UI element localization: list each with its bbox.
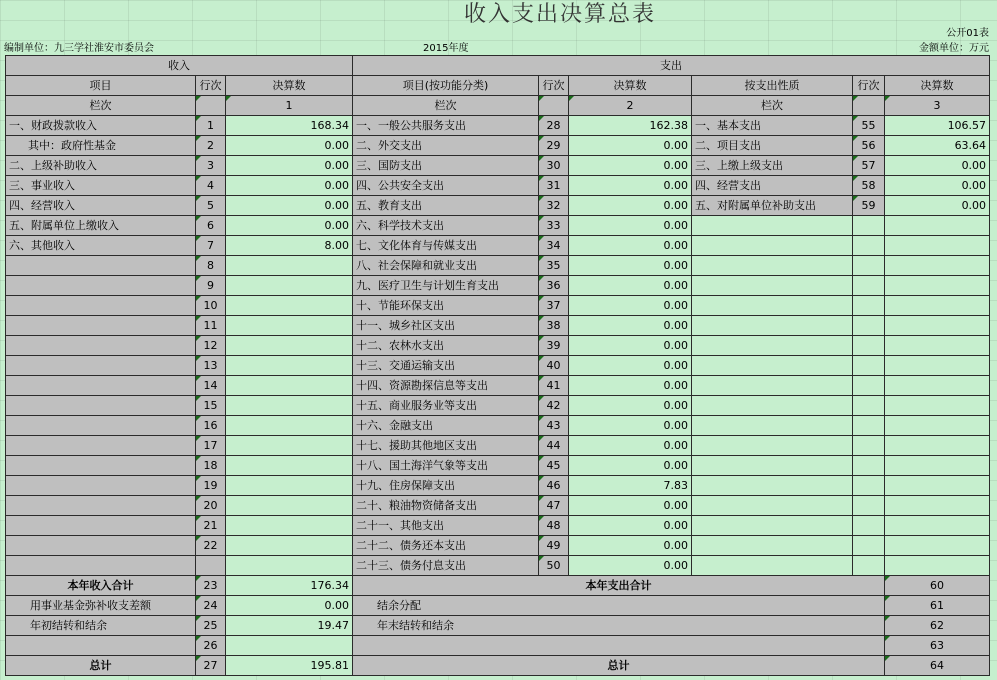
nature-rownum[interactable] [853, 256, 885, 276]
income-amount[interactable] [226, 316, 353, 336]
income-amount[interactable] [226, 436, 353, 456]
nature-amount[interactable] [885, 216, 990, 236]
income-item[interactable] [6, 316, 196, 336]
nature-rownum[interactable] [853, 476, 885, 496]
nature-amount[interactable]: 0.00 [885, 176, 990, 196]
expense-item[interactable]: 二十一、其他支出 [353, 516, 539, 536]
expense-rownum[interactable]: 33 [539, 216, 569, 236]
expense-total-label[interactable] [353, 636, 885, 656]
expense-total-rownum[interactable]: 60 [885, 576, 990, 596]
expense-total-rownum[interactable]: 61 [885, 596, 990, 616]
nature-item[interactable] [692, 376, 853, 396]
expense-total-label[interactable]: 本年支出合计 [353, 576, 885, 596]
income-amount[interactable] [226, 276, 353, 296]
compiling-unit: 编制单位：九三学社淮安市委员会 [4, 43, 154, 54]
table-row [6, 536, 990, 556]
expense-amount[interactable]: 0.00 [569, 536, 692, 556]
expense-item[interactable]: 五、教育支出 [353, 196, 539, 216]
table-row [6, 476, 990, 496]
expense-rownum[interactable]: 49 [539, 536, 569, 556]
expense-total-rownum[interactable]: 64 [885, 656, 990, 676]
nature-rownum[interactable] [853, 456, 885, 476]
total-row [6, 656, 990, 676]
expense-amount[interactable]: 0.00 [569, 176, 692, 196]
income-total-rownum[interactable]: 24 [196, 596, 226, 616]
income-total-label[interactable]: 本年收入合计 [6, 576, 196, 596]
income-total-label[interactable] [6, 636, 196, 656]
income-rownum[interactable]: 15 [196, 396, 226, 416]
table-row [6, 556, 990, 576]
nature-item[interactable] [692, 256, 853, 276]
expense-rownum[interactable]: 32 [539, 196, 569, 216]
nature-amount[interactable] [885, 496, 990, 516]
nature-item-header[interactable]: 按支出性质 [692, 76, 853, 96]
income-item[interactable] [6, 336, 196, 356]
expense-rownum[interactable]: 34 [539, 236, 569, 256]
income-rownum[interactable]: 20 [196, 496, 226, 516]
income-rownum[interactable]: 16 [196, 416, 226, 436]
expense-amount[interactable]: 7.83 [569, 476, 692, 496]
income-rownum[interactable]: 6 [196, 216, 226, 236]
nature-rownum[interactable] [853, 556, 885, 576]
expense-item[interactable]: 十五、商业服务业等支出 [353, 396, 539, 416]
expense-amount[interactable]: 0.00 [569, 336, 692, 356]
income-lanci[interactable]: 栏次 [6, 96, 196, 116]
income-item[interactable] [6, 496, 196, 516]
nature-rownum[interactable] [853, 316, 885, 336]
table-row [6, 196, 990, 216]
expense-header[interactable]: 支出 [353, 56, 990, 76]
income-item[interactable] [6, 436, 196, 456]
expense-amount[interactable]: 0.00 [569, 296, 692, 316]
expense-amount[interactable]: 0.00 [569, 276, 692, 296]
income-rownum[interactable]: 17 [196, 436, 226, 456]
income-col-no[interactable]: 1 [226, 96, 353, 116]
expense-amount[interactable]: 0.00 [569, 316, 692, 336]
nature-amount[interactable] [885, 556, 990, 576]
expense-rownum[interactable]: 38 [539, 316, 569, 336]
income-amount[interactable] [226, 296, 353, 316]
expense-rownum[interactable]: 31 [539, 176, 569, 196]
nature-amount[interactable] [885, 356, 990, 376]
nature-rownum[interactable]: 57 [853, 156, 885, 176]
nature-item[interactable] [692, 536, 853, 556]
income-item[interactable]: 其中：政府性基金 [6, 136, 196, 156]
expense-item[interactable]: 二十、粮油物资储备支出 [353, 496, 539, 516]
table-row [6, 116, 990, 136]
income-item[interactable]: 二、上级补助收入 [6, 156, 196, 176]
income-amount[interactable] [226, 456, 353, 476]
income-item[interactable]: 三、事业收入 [6, 176, 196, 196]
nature-item[interactable] [692, 556, 853, 576]
nature-amount[interactable] [885, 256, 990, 276]
table-row [6, 376, 990, 396]
expense-total-label[interactable]: 结余分配 [353, 596, 885, 616]
expense-item[interactable]: 十八、国土海洋气象等支出 [353, 456, 539, 476]
nature-lanci-no[interactable] [853, 96, 885, 116]
header-row-2 [6, 76, 990, 96]
expense-rownum[interactable]: 40 [539, 356, 569, 376]
nature-rownum[interactable] [853, 396, 885, 416]
income-rownum-header[interactable]: 行次 [196, 76, 226, 96]
income-item[interactable] [6, 556, 196, 576]
expense-total-label[interactable]: 总计 [353, 656, 885, 676]
nature-item[interactable] [692, 236, 853, 256]
income-total-rownum[interactable]: 23 [196, 576, 226, 596]
nature-amount[interactable]: 0.00 [885, 196, 990, 216]
nature-item[interactable] [692, 216, 853, 236]
nature-rownum[interactable] [853, 516, 885, 536]
expense-rownum[interactable]: 39 [539, 336, 569, 356]
nature-item[interactable] [692, 396, 853, 416]
nature-amount[interactable] [885, 316, 990, 336]
expense-rownum[interactable]: 29 [539, 136, 569, 156]
expense-rownum-header[interactable]: 行次 [539, 76, 569, 96]
expense-amount-header[interactable]: 决算数 [569, 76, 692, 96]
income-total-rownum[interactable]: 27 [196, 656, 226, 676]
nature-item[interactable] [692, 496, 853, 516]
expense-total-label[interactable]: 年末结转和结余 [353, 616, 885, 636]
nature-item[interactable]: 四、经营支出 [692, 176, 853, 196]
income-item[interactable] [6, 536, 196, 556]
expense-amount[interactable]: 0.00 [569, 376, 692, 396]
income-item[interactable]: 五、附属单位上缴收入 [6, 216, 196, 236]
income-total-amount[interactable]: 195.81 [226, 656, 353, 676]
income-amount[interactable]: 0.00 [226, 156, 353, 176]
table-row [6, 156, 990, 176]
table-row [6, 256, 990, 276]
income-amount-header[interactable]: 决算数 [226, 76, 353, 96]
nature-item[interactable] [692, 336, 853, 356]
income-rownum[interactable]: 18 [196, 456, 226, 476]
nature-item[interactable] [692, 436, 853, 456]
total-row [6, 616, 990, 636]
expense-rownum[interactable]: 45 [539, 456, 569, 476]
income-rownum[interactable]: 19 [196, 476, 226, 496]
expense-amount[interactable]: 162.38 [569, 116, 692, 136]
expense-item[interactable]: 十一、城乡社区支出 [353, 316, 539, 336]
income-total-rownum[interactable]: 25 [196, 616, 226, 636]
nature-item[interactable] [692, 316, 853, 336]
nature-item[interactable] [692, 276, 853, 296]
income-rownum[interactable]: 8 [196, 256, 226, 276]
expense-col-no[interactable]: 2 [569, 96, 692, 116]
report-year: 2015年度 [423, 43, 469, 54]
nature-lanci[interactable]: 栏次 [692, 96, 853, 116]
expense-amount[interactable]: 0.00 [569, 156, 692, 176]
expense-amount[interactable]: 0.00 [569, 516, 692, 536]
expense-item[interactable]: 十二、农林水支出 [353, 336, 539, 356]
total-row [6, 636, 990, 656]
nature-amount[interactable] [885, 236, 990, 256]
expense-item[interactable]: 二十二、债务还本支出 [353, 536, 539, 556]
income-total-rownum[interactable]: 26 [196, 636, 226, 656]
nature-item[interactable] [692, 456, 853, 476]
nature-item[interactable]: 一、基本支出 [692, 116, 853, 136]
nature-rownum-header[interactable]: 行次 [853, 76, 885, 96]
expense-rownum[interactable]: 35 [539, 256, 569, 276]
nature-amount[interactable]: 0.00 [885, 156, 990, 176]
nature-amount[interactable] [885, 336, 990, 356]
income-item[interactable]: 一、财政拨款收入 [6, 116, 196, 136]
nature-rownum[interactable] [853, 376, 885, 396]
income-rownum[interactable]: 5 [196, 196, 226, 216]
nature-rownum[interactable]: 58 [853, 176, 885, 196]
nature-item[interactable] [692, 356, 853, 376]
nature-amount[interactable]: 63.64 [885, 136, 990, 156]
expense-rownum[interactable]: 44 [539, 436, 569, 456]
expense-lanci-no[interactable] [539, 96, 569, 116]
expense-amount[interactable]: 0.00 [569, 196, 692, 216]
nature-item[interactable] [692, 416, 853, 436]
nature-amount[interactable] [885, 376, 990, 396]
income-amount[interactable] [226, 336, 353, 356]
table-row [6, 176, 990, 196]
income-rownum[interactable]: 1 [196, 116, 226, 136]
expense-amount[interactable]: 0.00 [569, 436, 692, 456]
income-total-amount[interactable]: 176.34 [226, 576, 353, 596]
expense-rownum[interactable]: 43 [539, 416, 569, 436]
nature-rownum[interactable] [853, 296, 885, 316]
income-amount[interactable] [226, 396, 353, 416]
expense-total-rownum[interactable]: 63 [885, 636, 990, 656]
expense-lanci[interactable]: 栏次 [353, 96, 539, 116]
expense-amount[interactable]: 0.00 [569, 356, 692, 376]
nature-item[interactable] [692, 296, 853, 316]
income-rownum[interactable]: 4 [196, 176, 226, 196]
income-rownum[interactable]: 14 [196, 376, 226, 396]
expense-rownum[interactable]: 36 [539, 276, 569, 296]
expense-rownum[interactable]: 28 [539, 116, 569, 136]
income-total-label[interactable]: 总计 [6, 656, 196, 676]
nature-amount[interactable]: 106.57 [885, 116, 990, 136]
expense-item[interactable]: 十四、资源勘探信息等支出 [353, 376, 539, 396]
expense-rownum[interactable]: 30 [539, 156, 569, 176]
nature-col-no[interactable]: 3 [885, 96, 990, 116]
expense-item[interactable]: 九、医疗卫生与计划生育支出 [353, 276, 539, 296]
nature-item[interactable]: 二、项目支出 [692, 136, 853, 156]
expense-item[interactable]: 六、科学技术支出 [353, 216, 539, 236]
income-rownum[interactable]: 11 [196, 316, 226, 336]
expense-rownum[interactable]: 46 [539, 476, 569, 496]
header-row-3 [6, 96, 990, 116]
income-amount[interactable] [226, 416, 353, 436]
expense-item-header[interactable]: 项目(按功能分类) [353, 76, 539, 96]
nature-item[interactable]: 五、对附属单位补助支出 [692, 196, 853, 216]
total-row [6, 576, 990, 596]
income-item[interactable] [6, 296, 196, 316]
expense-amount[interactable]: 0.00 [569, 236, 692, 256]
income-amount[interactable] [226, 476, 353, 496]
nature-rownum[interactable] [853, 276, 885, 296]
income-rownum[interactable]: 21 [196, 516, 226, 536]
income-amount[interactable] [226, 496, 353, 516]
expense-rownum[interactable]: 37 [539, 296, 569, 316]
income-rownum[interactable]: 7 [196, 236, 226, 256]
expense-item[interactable]: 三、国防支出 [353, 156, 539, 176]
expense-rownum[interactable]: 41 [539, 376, 569, 396]
expense-rownum[interactable]: 50 [539, 556, 569, 576]
income-header[interactable]: 收入 [6, 56, 353, 76]
nature-amount[interactable] [885, 516, 990, 536]
nature-item[interactable] [692, 516, 853, 536]
table-row [6, 396, 990, 416]
expense-item[interactable]: 二十三、债务付息支出 [353, 556, 539, 576]
amount-unit: 金额单位：万元 [919, 43, 989, 54]
income-amount[interactable]: 0.00 [226, 176, 353, 196]
income-item[interactable] [6, 356, 196, 376]
report-title: 收入支出决算总表 [463, 2, 656, 27]
nature-rownum[interactable] [853, 336, 885, 356]
expense-amount[interactable]: 0.00 [569, 556, 692, 576]
table-row [6, 496, 990, 516]
income-amount[interactable] [226, 536, 353, 556]
income-item[interactable] [6, 276, 196, 296]
table-row [6, 296, 990, 316]
expense-rownum[interactable]: 47 [539, 496, 569, 516]
income-rownum[interactable]: 22 [196, 536, 226, 556]
table-row [6, 436, 990, 456]
income-total-amount[interactable]: 19.47 [226, 616, 353, 636]
expense-item[interactable]: 八、社会保障和就业支出 [353, 256, 539, 276]
total-row [6, 596, 990, 616]
income-amount[interactable]: 168.34 [226, 116, 353, 136]
income-lanci-no[interactable] [196, 96, 226, 116]
income-amount[interactable] [226, 556, 353, 576]
expense-amount[interactable]: 0.00 [569, 416, 692, 436]
expense-item[interactable]: 一、一般公共服务支出 [353, 116, 539, 136]
expense-item[interactable]: 十九、住房保障支出 [353, 476, 539, 496]
expense-amount[interactable]: 0.00 [569, 456, 692, 476]
income-rownum[interactable] [196, 556, 226, 576]
income-item[interactable]: 六、其他收入 [6, 236, 196, 256]
income-rownum[interactable]: 10 [196, 296, 226, 316]
expense-item[interactable]: 十、节能环保支出 [353, 296, 539, 316]
nature-amount[interactable] [885, 456, 990, 476]
expense-rownum[interactable]: 42 [539, 396, 569, 416]
income-item[interactable] [6, 456, 196, 476]
nature-amount[interactable] [885, 536, 990, 556]
expense-rownum[interactable]: 48 [539, 516, 569, 536]
table-row [6, 276, 990, 296]
expense-amount[interactable]: 0.00 [569, 136, 692, 156]
income-amount[interactable] [226, 376, 353, 396]
nature-rownum[interactable]: 55 [853, 116, 885, 136]
nature-rownum[interactable] [853, 236, 885, 256]
income-item[interactable] [6, 256, 196, 276]
income-total-amount[interactable] [226, 636, 353, 656]
expense-amount[interactable]: 0.00 [569, 256, 692, 276]
income-item[interactable] [6, 396, 196, 416]
nature-item[interactable] [692, 476, 853, 496]
expense-item[interactable]: 十三、交通运输支出 [353, 356, 539, 376]
income-rownum[interactable]: 3 [196, 156, 226, 176]
income-rownum[interactable]: 12 [196, 336, 226, 356]
expense-item[interactable]: 四、公共安全支出 [353, 176, 539, 196]
income-expense-table [5, 55, 990, 676]
nature-rownum[interactable] [853, 356, 885, 376]
nature-amount-header[interactable]: 决算数 [885, 76, 990, 96]
nature-item[interactable]: 三、上缴上级支出 [692, 156, 853, 176]
expense-item[interactable]: 二、外交支出 [353, 136, 539, 156]
income-amount[interactable]: 8.00 [226, 236, 353, 256]
nature-amount[interactable] [885, 396, 990, 416]
nature-amount[interactable] [885, 476, 990, 496]
income-total-label[interactable]: 用事业基金弥补收支差额 [6, 596, 196, 616]
table-row [6, 216, 990, 236]
income-amount[interactable]: 0.00 [226, 136, 353, 156]
nature-rownum[interactable]: 59 [853, 196, 885, 216]
table-row [6, 236, 990, 256]
income-amount[interactable] [226, 516, 353, 536]
table-row [6, 516, 990, 536]
header-row-1 [6, 56, 990, 76]
income-rownum[interactable]: 2 [196, 136, 226, 156]
table-row [6, 456, 990, 476]
income-total-amount[interactable]: 0.00 [226, 596, 353, 616]
income-amount[interactable]: 0.00 [226, 216, 353, 236]
nature-rownum[interactable] [853, 436, 885, 456]
income-amount[interactable] [226, 356, 353, 376]
income-item[interactable] [6, 516, 196, 536]
table-row [6, 336, 990, 356]
expense-amount[interactable]: 0.00 [569, 496, 692, 516]
table-code: 公开01表 [946, 28, 989, 39]
nature-rownum[interactable] [853, 496, 885, 516]
table-row [6, 136, 990, 156]
income-rownum[interactable]: 13 [196, 356, 226, 376]
table-row [6, 416, 990, 436]
income-amount[interactable] [226, 256, 353, 276]
income-item-header[interactable]: 项目 [6, 76, 196, 96]
income-amount[interactable]: 0.00 [226, 196, 353, 216]
nature-rownum[interactable] [853, 216, 885, 236]
nature-amount[interactable] [885, 416, 990, 436]
income-rownum[interactable]: 9 [196, 276, 226, 296]
nature-rownum[interactable] [853, 536, 885, 556]
income-total-label[interactable]: 年初结转和结余 [6, 616, 196, 636]
nature-amount[interactable] [885, 276, 990, 296]
expense-item[interactable]: 十七、援助其他地区支出 [353, 436, 539, 456]
nature-amount[interactable] [885, 436, 990, 456]
expense-amount[interactable]: 0.00 [569, 396, 692, 416]
income-item[interactable] [6, 416, 196, 436]
expense-total-rownum[interactable]: 62 [885, 616, 990, 636]
income-item[interactable] [6, 476, 196, 496]
income-item[interactable] [6, 376, 196, 396]
nature-rownum[interactable] [853, 416, 885, 436]
table-row [6, 356, 990, 376]
nature-amount[interactable] [885, 296, 990, 316]
table-row [6, 316, 990, 336]
expense-amount[interactable]: 0.00 [569, 216, 692, 236]
income-item[interactable]: 四、经营收入 [6, 196, 196, 216]
expense-item[interactable]: 十六、金融支出 [353, 416, 539, 436]
nature-rownum[interactable]: 56 [853, 136, 885, 156]
expense-item[interactable]: 七、文化体育与传媒支出 [353, 236, 539, 256]
